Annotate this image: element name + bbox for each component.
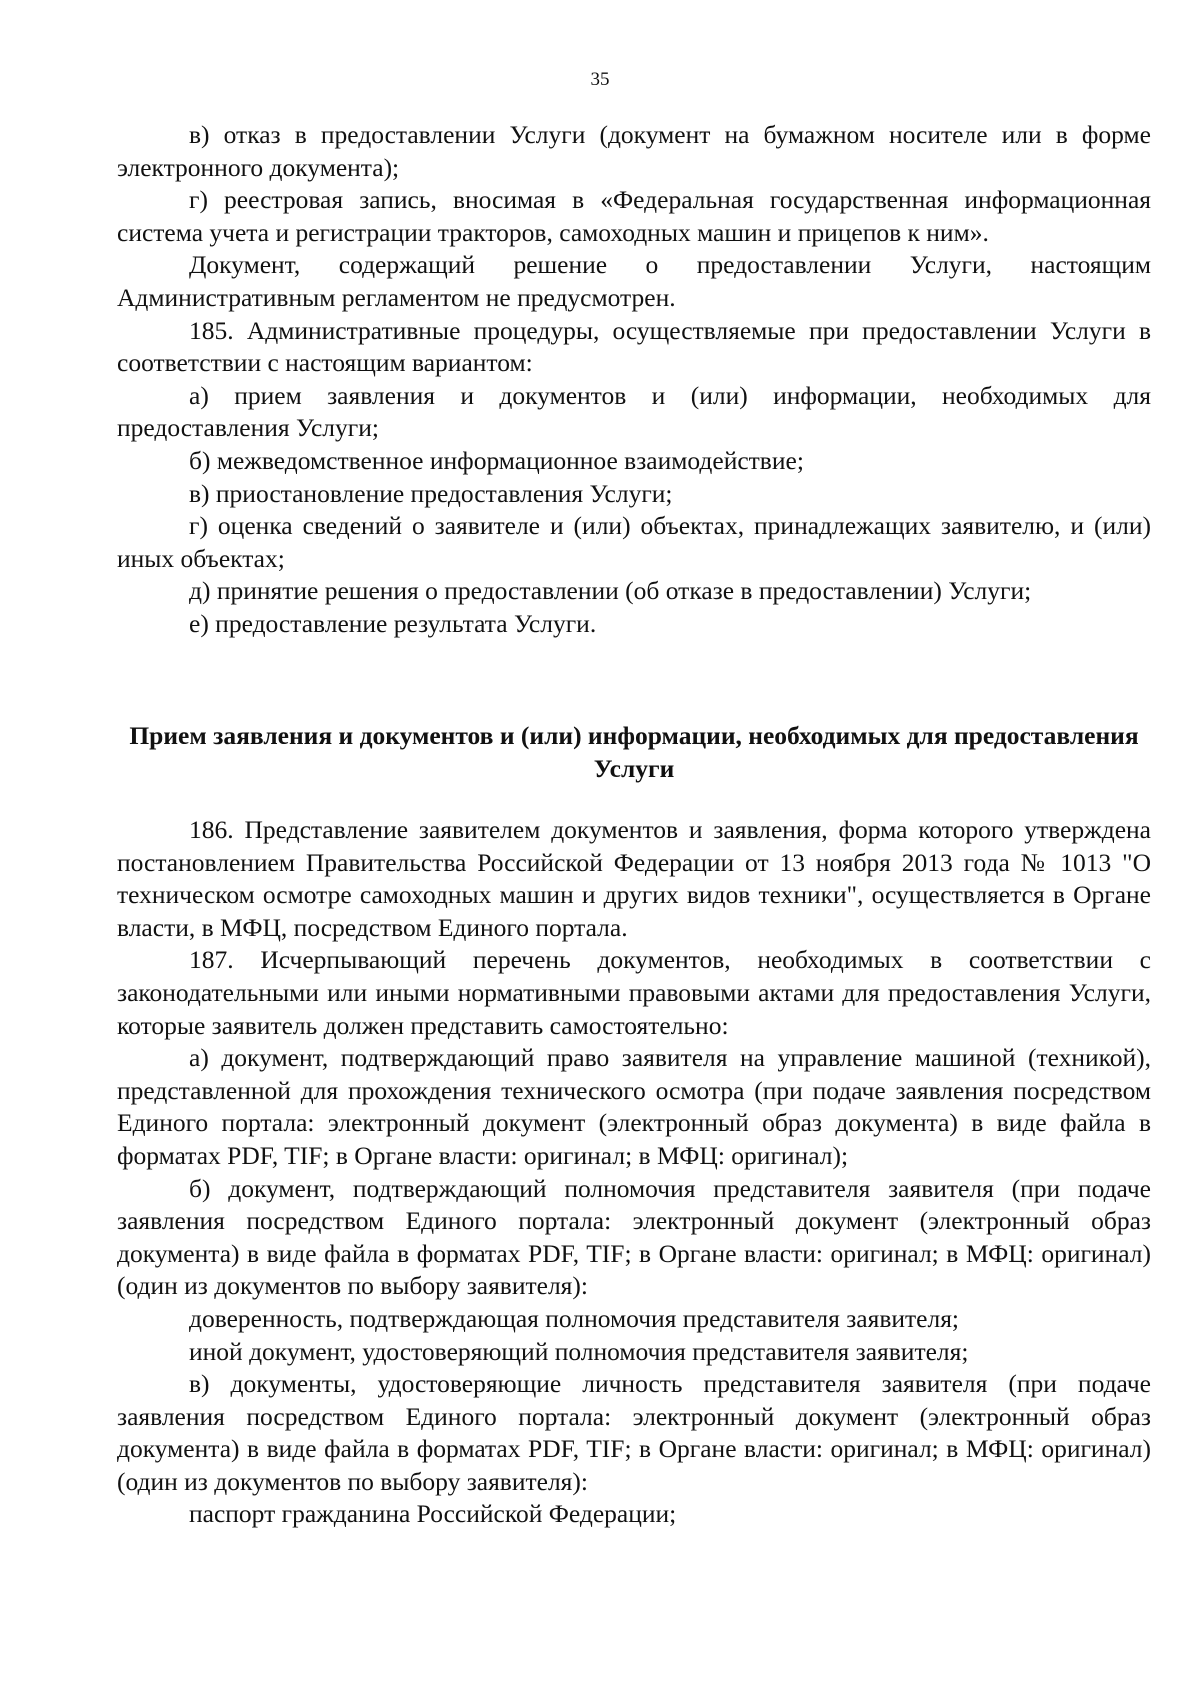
paragraph-186: 186. Представление заявителем документов и заявления, форма которого утверждена постановлением Правительства Российской Федерации от 13 ноября 2013 года № 1013 "О техническом осмотре самоходных машин и других видов техники", осуществляется в Органе власти, в МФЦ, посредством Единого портала.	[117, 815, 1151, 942]
page-number: 35	[590, 69, 610, 90]
paragraph-other-document: иной документ, удостоверяющий полномочия представителя заявителя;	[189, 1336, 969, 1366]
paragraph-item-a-right-document: а) документ, подтверждающий право заявителя на управление машиной (техникой), представленной для прохождения технического осмотра (при подаче заявления посредством Единого портала: электронный документ (электронный образ документа) в виде файла в форматах PDF, TIF; в Органе власти: оригинал; в МФЦ: оригинал);	[117, 1043, 1151, 1170]
paragraph-item-d-decision: д) принятие решения о предоставлении (об отказе в предоставлении) Услуги;	[189, 576, 1032, 606]
paragraph-power-of-attorney: доверенность, подтверждающая полномочия представителя заявителя;	[189, 1303, 960, 1333]
paragraph-decision-document: Документ, содержащий решение о предоставлении Услуги, настоящим Административным регламентом не предусмотрен.	[117, 250, 1151, 312]
paragraph-item-e-result: е) предоставление результата Услуги.	[189, 608, 597, 638]
paragraph-item-b-authority-document: б) документ, подтверждающий полномочия представителя заявителя (при подаче заявления посредством Единого портала: электронный документ (электронный образ документа) в виде файла в форматах PDF, TIF; в Органе власти: оригинал; в МФЦ: оригинал) (один из документов по выбору заявителя):	[117, 1173, 1151, 1301]
body-text-bottom	[117, 814, 1151, 1531]
paragraph-item-a-application: а) прием заявления и документов и (или) информации, необходимых для предоставления Услуги;	[117, 380, 1151, 443]
paragraph-item-g-assessment: г) оценка сведений о заявителе и (или) объектах, принадлежащих заявителю, и (или) иных объектах;	[117, 511, 1151, 573]
paragraph-185: 185. Административные процедуры, осуществляемые при предоставлении Услуги в соответствии с настоящим вариантом:	[117, 315, 1151, 378]
paragraph-item-g-registry-record: г) реестровая запись, вносимая в «Федеральная государственная информационная система учета и регистрации тракторов, самоходных машин и прицепов к ним».	[117, 185, 1151, 247]
paragraph-item-v-identity-documents: в) документы, удостоверяющие личность представителя заявителя (при подаче заявления посредством Единого портала: электронный документ (электронный образ документа) в виде файла в форматах PDF, TIF; в Органе власти: оригинал; в МФЦ: оригинал) (один из документов по выбору заявителя):	[117, 1369, 1151, 1496]
paragraph-item-b-interagency: б) межведомственное информационное взаимодействие;	[189, 445, 804, 475]
paragraph-187: 187. Исчерпывающий перечень документов, необходимых в соответствии с законодательными или иными нормативными правовыми актами для предоставления Услуги, которые заявитель должен представить самостоятельно:	[117, 945, 1151, 1040]
body-text-top	[117, 119, 1151, 641]
paragraph-item-v-suspension: в) приостановление предоставления Услуги;	[189, 478, 673, 508]
paragraph-item-v-refusal: в) отказ в предоставлении Услуги (документ на бумажном носителе или в форме электронного документа);	[117, 120, 1151, 182]
section-heading: Прием заявления и документов и (или) информации, необходимых для предоставления Услуги	[129, 721, 1139, 783]
paragraph-passport: паспорт гражданина Российской Федерации;	[189, 1499, 677, 1529]
